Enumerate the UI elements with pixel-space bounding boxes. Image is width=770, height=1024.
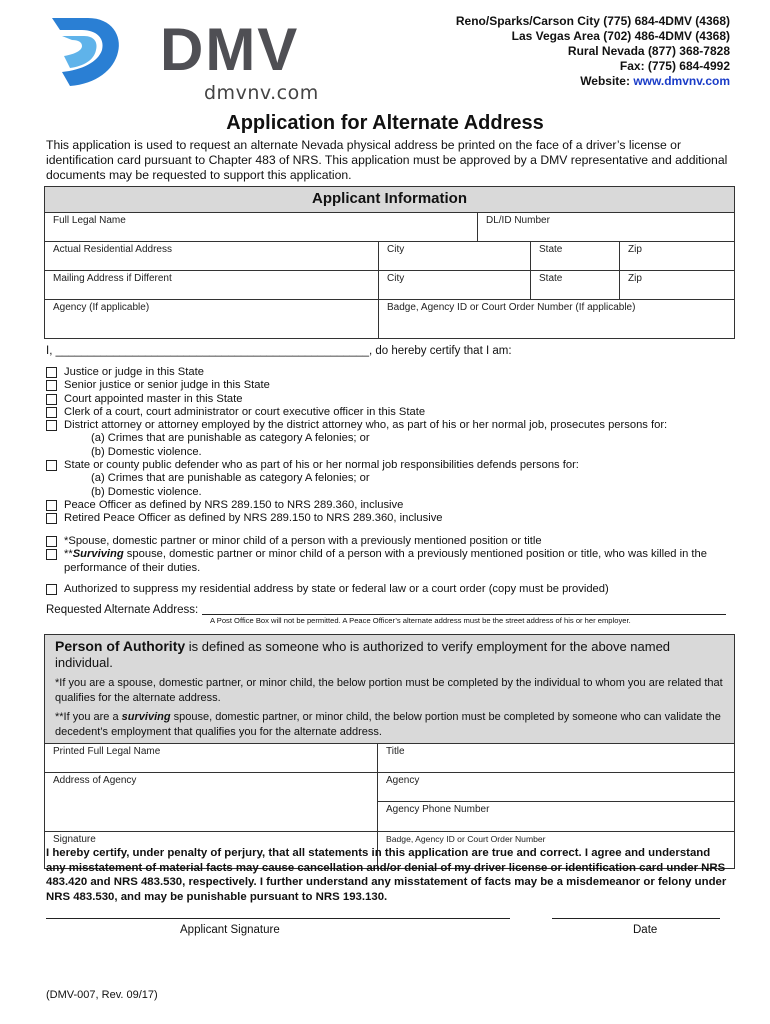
residential-address-field[interactable] xyxy=(45,242,379,270)
certification-statement: I hereby certify, under penalty of perjury, that all statements in this application are true and correct. I agree and understand any misstatement of material facts may cause cancellation and/or denial of my driver license or identification card under NRS 483.420 and NRS 483.530, respectively. I further understand any misstatement of facts may be a misdemeanor or felony under NRS 483.530, and may be punishable pursuant to NRS 193.130. xyxy=(46,847,727,903)
contact-info xyxy=(456,14,730,89)
option-da-sub-a: (a) Crimes that are punishable as category A felonies; or xyxy=(91,432,370,445)
contact-line-reno: Reno/Sparks/Carson City (775) 684-4DMV (4368) xyxy=(455,14,730,28)
badge-label: Badge, Agency ID or Court Order Number (If applicable) xyxy=(387,302,636,313)
logo-wordmark: DMV xyxy=(160,16,300,83)
checkbox[interactable] xyxy=(46,536,57,547)
contact-line-rural: Rural Nevada (877) 368-7828 xyxy=(567,44,730,58)
authority-row-address xyxy=(45,773,734,832)
mailing-address-label: Mailing Address if Different xyxy=(53,273,172,284)
date-label: Date xyxy=(633,924,658,936)
intro-paragraph: This application is used to request an alternate Nevada physical address be printed on the face of a driver’s license or identification card pursuant to Chapter 483 of NRS. This application must be approved by a DMV representative and additional documents may be requested to support this application. xyxy=(46,138,728,182)
note2-rest: spouse, domestic partner, or minor child, the below portion must be completed by someone who can validate the decedent’s employment that qualifies you for the alternate address. xyxy=(55,711,721,738)
option-label: District attorney or attorney employed by the district attorney who, as part of his or her normal job, prosecutes persons for: xyxy=(64,419,668,432)
authority-phone-label: Agency Phone Number xyxy=(386,804,490,815)
option-label: Authorized to suppress my residential address by state or federal law or a court order (copy must be provided) xyxy=(64,583,609,595)
applicant-row-mailing xyxy=(45,271,734,300)
authority-title-field[interactable] xyxy=(378,744,734,772)
authority-heading xyxy=(55,639,724,671)
option-label: Retired Peace Officer as defined by NRS 289.150 to NRS 289.360, inclusive xyxy=(64,512,443,525)
authority-agency-column xyxy=(378,773,734,831)
checkbox[interactable] xyxy=(46,584,57,595)
option-label: State or county public defender who as part of his or her normal job responsibilities defends persons for: xyxy=(64,459,579,472)
authority-address-label: Address of Agency xyxy=(53,775,137,786)
mailing-state-label: State xyxy=(539,273,563,284)
mailing-zip-field[interactable] xyxy=(620,271,734,299)
logo-url: dmvnv.com xyxy=(204,82,319,104)
option-da-sub-b: (b) Domestic violence. xyxy=(91,445,202,458)
website-link[interactable]: www.dmvnv.com xyxy=(633,74,730,88)
applicant-row-agency xyxy=(45,300,734,338)
position-options xyxy=(46,366,746,526)
applicant-row-name xyxy=(45,213,734,242)
surviving-emphasis: Surviving xyxy=(72,548,124,561)
authority-signature-label: Signature xyxy=(53,834,96,845)
checkbox[interactable] xyxy=(46,380,57,391)
checkbox[interactable] xyxy=(46,367,57,378)
authority-agency-label: Agency xyxy=(386,775,420,786)
checkbox[interactable] xyxy=(46,549,57,560)
option-district-attorney xyxy=(46,419,746,432)
certify-statement: I, _________________________________________________, do hereby certify that I am: xyxy=(46,345,512,357)
option-pd-sub-a: (a) Crimes that are punishable as category A felonies; or xyxy=(91,472,370,485)
website-label: Website: xyxy=(580,74,634,88)
option-authorized xyxy=(46,583,746,596)
authority-row-name xyxy=(45,744,734,773)
family-options xyxy=(46,535,746,575)
option-senior-justice xyxy=(46,379,746,392)
option-label: Justice or judge in this State xyxy=(64,366,204,378)
authority-name-field[interactable] xyxy=(45,744,378,772)
applicant-info-heading: Applicant Information xyxy=(45,187,734,213)
residential-state-field[interactable] xyxy=(531,242,620,270)
contact-website xyxy=(456,74,730,89)
contact-line-fax: Fax: (775) 684-4992 xyxy=(619,59,730,73)
option-spouse xyxy=(46,535,746,548)
option-peace-officer xyxy=(46,499,746,512)
option-pd-sub-b: (b) Domestic violence. xyxy=(91,485,202,498)
checkbox[interactable] xyxy=(46,394,57,405)
agency-field[interactable] xyxy=(45,300,379,338)
requested-address-label: Requested Alternate Address: xyxy=(46,604,199,616)
applicant-row-residential xyxy=(45,242,734,271)
residential-zip-label: Zip xyxy=(628,244,642,255)
applicant-signature-label: Applicant Signature xyxy=(180,924,280,936)
authority-badge-label: Badge, Agency ID or Court Order Number xyxy=(386,834,546,844)
option-public-defender xyxy=(46,459,746,472)
authority-address-field[interactable] xyxy=(45,773,378,831)
checkbox[interactable] xyxy=(46,407,57,418)
mailing-city-label: City xyxy=(387,273,405,284)
requested-address-note: A Post Office Box will not be permitted. A Peace Officer’s alternate address must be the street address of his or her employer. xyxy=(210,616,631,625)
applicant-signature-line[interactable] xyxy=(46,918,510,919)
dlid-label: DL/ID Number xyxy=(486,215,550,226)
option-surviving-spouse xyxy=(46,548,746,561)
mailing-city-field[interactable] xyxy=(379,271,531,299)
surviving-rest: spouse, domestic partner or minor child of a person with a previously mentioned position or title, who was killed in the xyxy=(123,548,707,561)
residential-state-label: State xyxy=(539,244,563,255)
mailing-address-field[interactable] xyxy=(45,271,379,299)
authority-phone-field[interactable] xyxy=(378,802,734,831)
agency-label: Agency (If applicable) xyxy=(53,302,150,313)
residential-city-label: City xyxy=(387,244,405,255)
applicant-info-box xyxy=(44,186,735,339)
dmv-swoosh-icon xyxy=(48,12,158,92)
note2-emphasis: surviving xyxy=(121,711,171,723)
checkbox[interactable] xyxy=(46,500,57,511)
authority-box xyxy=(44,634,735,869)
option-label: Senior justice or senior judge in this State xyxy=(64,379,270,392)
note2-prefix: **If you are a xyxy=(55,711,122,723)
checkbox[interactable] xyxy=(46,420,57,431)
option-clerk xyxy=(46,406,746,419)
option-surviving-cont: performance of their duties. xyxy=(64,561,201,574)
authorized-option-wrap xyxy=(46,583,746,596)
surviving-prefix: ** xyxy=(64,548,73,561)
option-label xyxy=(64,548,707,561)
dmv-logo xyxy=(48,12,328,104)
authority-note-2 xyxy=(55,710,724,739)
contact-line-vegas: Las Vegas Area (702) 486-4DMV (4368) xyxy=(511,29,730,43)
authority-title-label: Title xyxy=(386,746,405,757)
option-label: Peace Officer as defined by NRS 289.150 to NRS 289.360, inclusive xyxy=(64,498,404,511)
dlid-field[interactable] xyxy=(478,213,734,241)
badge-field[interactable] xyxy=(379,300,734,338)
checkbox[interactable] xyxy=(46,513,57,524)
date-line[interactable] xyxy=(552,918,720,919)
authority-name-label: Printed Full Legal Name xyxy=(53,746,161,757)
requested-address-field[interactable] xyxy=(202,614,726,615)
authority-note-1: *If you are a spouse, domestic partner, or minor child, the below portion must be completed by the individual to whom you are related that qualifies for the alternate address. xyxy=(55,677,723,704)
authority-heading-bold: Person of Authority xyxy=(55,638,186,654)
option-label: Court appointed master in this State xyxy=(64,392,243,405)
mailing-state-field[interactable] xyxy=(531,271,620,299)
authority-header xyxy=(45,635,734,744)
residential-zip-field[interactable] xyxy=(620,242,734,270)
full-name-field[interactable] xyxy=(45,213,478,241)
mailing-zip-label: Zip xyxy=(628,273,642,284)
residential-city-field[interactable] xyxy=(379,242,531,270)
option-label: Clerk of a court, court administrator or court executive officer in this State xyxy=(64,405,426,418)
authority-agency-field[interactable] xyxy=(378,773,734,802)
residential-address-label: Actual Residential Address xyxy=(53,244,172,255)
checkbox[interactable] xyxy=(46,460,57,471)
option-label: *Spouse, domestic partner or minor child of a person with a previously mentioned position or title xyxy=(64,535,542,547)
option-retired-peace-officer xyxy=(46,512,746,525)
option-justice xyxy=(46,366,746,379)
page-title: Application for Alternate Address xyxy=(226,112,544,134)
full-name-label: Full Legal Name xyxy=(53,215,126,226)
option-master xyxy=(46,393,746,406)
form-number: (DMV-007, Rev. 09/17) xyxy=(46,989,158,1001)
authority-heading-rest: is defined as someone who is authorized to verify employment for the above named individual. xyxy=(55,639,671,670)
